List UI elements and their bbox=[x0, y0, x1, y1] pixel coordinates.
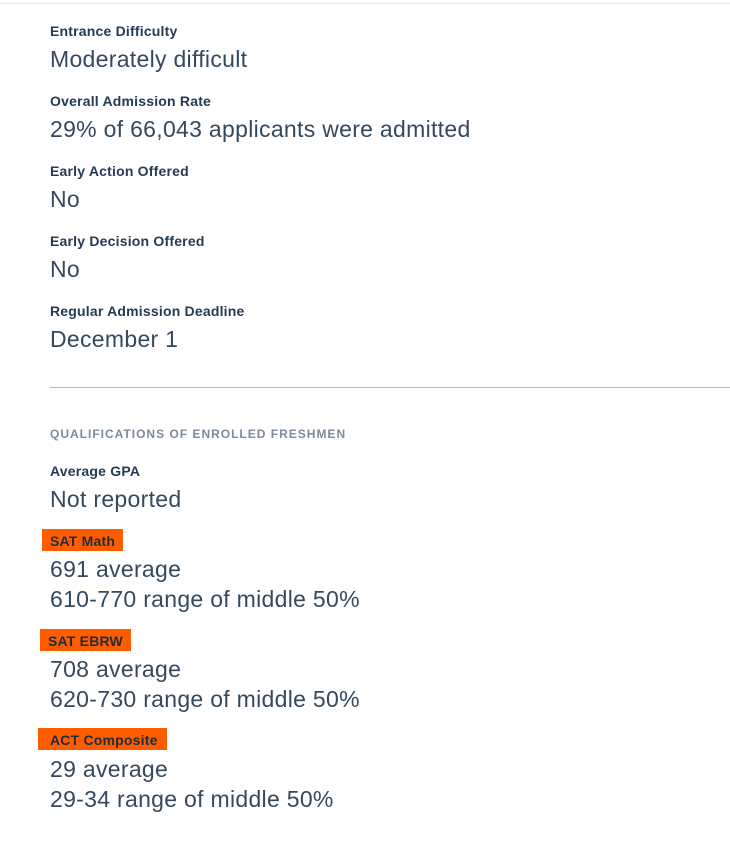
sat-math-range: 610-770 range of middle 50% bbox=[50, 586, 360, 612]
regular-deadline-label: Regular Admission Deadline bbox=[50, 303, 245, 319]
admission-rate-label: Overall Admission Rate bbox=[50, 93, 212, 109]
sat-ebrw-average: 708 average bbox=[50, 656, 182, 682]
act-range: 29-34 range of middle 50% bbox=[50, 786, 334, 812]
average-gpa-value: Not reported bbox=[50, 486, 182, 512]
sat-ebrw-label: SAT EBRW bbox=[40, 629, 131, 651]
qualifications-heading: QUALIFICATIONS OF ENROLLED FRESHMEN bbox=[50, 427, 347, 441]
sat-ebrw-range: 620-730 range of middle 50% bbox=[50, 686, 360, 712]
act-composite-label: ACT Composite bbox=[38, 728, 167, 750]
early-action-label: Early Action Offered bbox=[50, 163, 189, 179]
admission-rate-value: 29% of 66,043 applicants were admitted bbox=[50, 116, 471, 142]
sat-math-average: 691 average bbox=[50, 556, 182, 582]
regular-deadline-value: December 1 bbox=[50, 326, 179, 352]
early-decision-value: No bbox=[50, 256, 81, 282]
sat-math-label: SAT Math bbox=[42, 529, 123, 551]
entrance-difficulty-value: Moderately difficult bbox=[50, 46, 248, 72]
entrance-difficulty-label: Entrance Difficulty bbox=[50, 23, 178, 39]
act-average: 29 average bbox=[50, 756, 169, 782]
average-gpa-label: Average GPA bbox=[50, 463, 141, 479]
section-divider bbox=[50, 387, 730, 388]
early-action-value: No bbox=[50, 186, 81, 212]
top-border bbox=[0, 3, 730, 4]
early-decision-label: Early Decision Offered bbox=[50, 233, 205, 249]
